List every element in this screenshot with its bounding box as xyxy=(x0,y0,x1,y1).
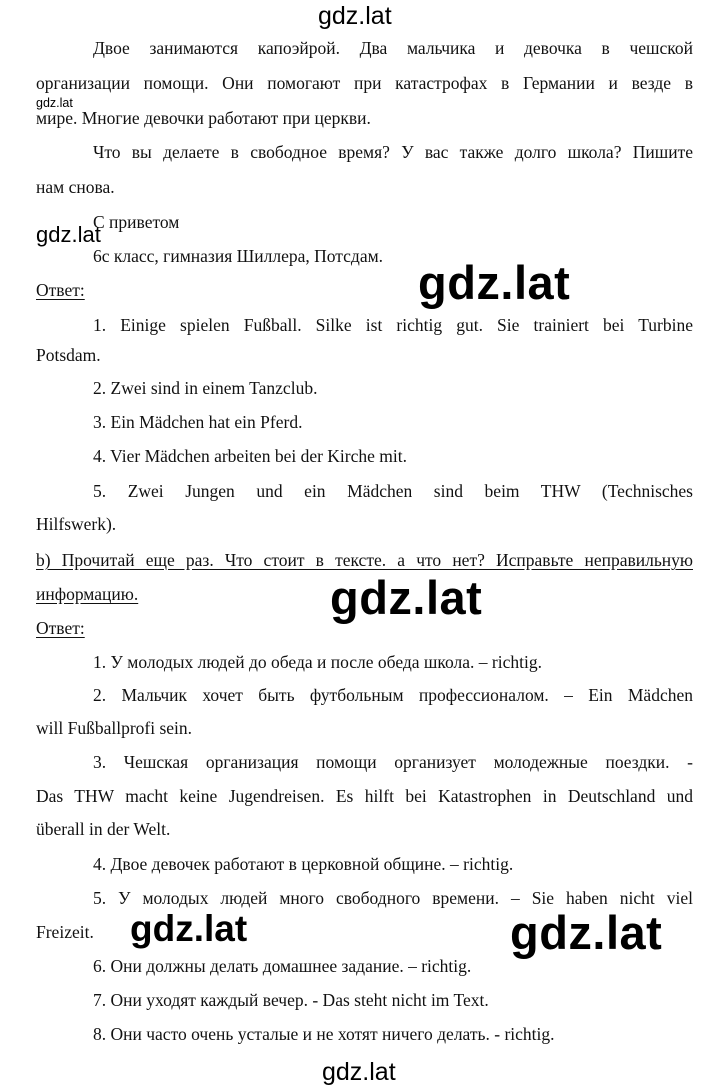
answer-line: 3. Чешская организация помощи организует молодежные поездки. - xyxy=(93,752,693,772)
answer-line: 1. У молодых людей до обеда и после обеда школа. – richtig. xyxy=(93,652,542,672)
task-b-line: b) Прочитай еще раз. Что стоит в тексте. а что нет? Исправьте неправильную xyxy=(36,550,693,570)
watermark-large: gdz.lat xyxy=(510,906,663,959)
signature: 6c класс, гимназия Шиллера, Потсдам. xyxy=(93,246,384,266)
watermark-top: gdz.lat xyxy=(318,2,392,30)
answer-line: 5. Zwei Jungen und ein Mädchen sind beim THW (Technisches xyxy=(93,481,693,501)
answer-label: Ответ: xyxy=(36,280,85,300)
paragraph-line: организации помощи. Они помогают при катастрофах в Германии и везде в xyxy=(36,73,693,93)
answer-line: überall in der Welt. xyxy=(36,819,171,839)
watermark-medium: gdz.lat xyxy=(130,908,248,949)
paragraph-line: Двое занимаются капоэйрой. Два мальчика и девочка в чешской xyxy=(93,38,693,58)
answer-line: Das THW macht keine Jugendreisen. Es hilft bei Katastrophen in Deutschland und xyxy=(36,786,693,806)
watermark-large: gdz.lat xyxy=(330,571,483,624)
paragraph-line: Что вы делаете в свободное время? У вас также долго школа? Пишите xyxy=(93,142,693,162)
answer-line: 2. Zwei sind in einem Tanzclub. xyxy=(93,378,318,398)
answer-line: 2. Мальчик хочет быть футбольным профессионалом. – Ein Mädchen xyxy=(93,685,693,705)
paragraph-line: нам снова. xyxy=(36,177,115,197)
watermark-mid: gdz.lat xyxy=(36,222,101,247)
task-b-line: информацию. xyxy=(36,584,139,604)
paragraph-line: мире. Многие девочки работают при церкви. xyxy=(36,108,371,128)
watermark-bottom: gdz.lat xyxy=(322,1058,396,1086)
answer-line: Freizeit. xyxy=(36,922,94,942)
answer-line: 3. Ein Mädchen hat ein Pferd. xyxy=(93,412,303,432)
answer-line: 6. Они должны делать домашнее задание. – richtig. xyxy=(93,956,472,976)
answer-line: 4. Двое девочек работают в церковной общине. – richtig. xyxy=(93,854,514,874)
answer-line: 5. У молодых людей много свободного времени. – Sie haben nicht viel xyxy=(93,888,693,908)
answer-line: will Fußballprofi sein. xyxy=(36,718,193,738)
greeting: С приветом xyxy=(93,212,180,232)
answer-line: Potsdam. xyxy=(36,345,101,365)
answer-line: Hilfswerk). xyxy=(36,514,117,534)
answer-label: Ответ: xyxy=(36,618,85,638)
answer-line: 1. Einige spielen Fußball. Silke ist richtig gut. Sie trainiert bei Turbine xyxy=(93,315,693,335)
watermark-large: gdz.lat xyxy=(418,256,571,309)
answer-line: 8. Они часто очень усталые и не хотят ничего делать. - richtig. xyxy=(93,1024,555,1044)
answer-line: 7. Они уходят каждый вечер. - Das steht nicht im Text. xyxy=(93,990,489,1010)
watermark-small: gdz.lat xyxy=(36,96,73,110)
answer-line: 4. Vier Mädchen arbeiten bei der Kirche mit. xyxy=(93,446,407,466)
